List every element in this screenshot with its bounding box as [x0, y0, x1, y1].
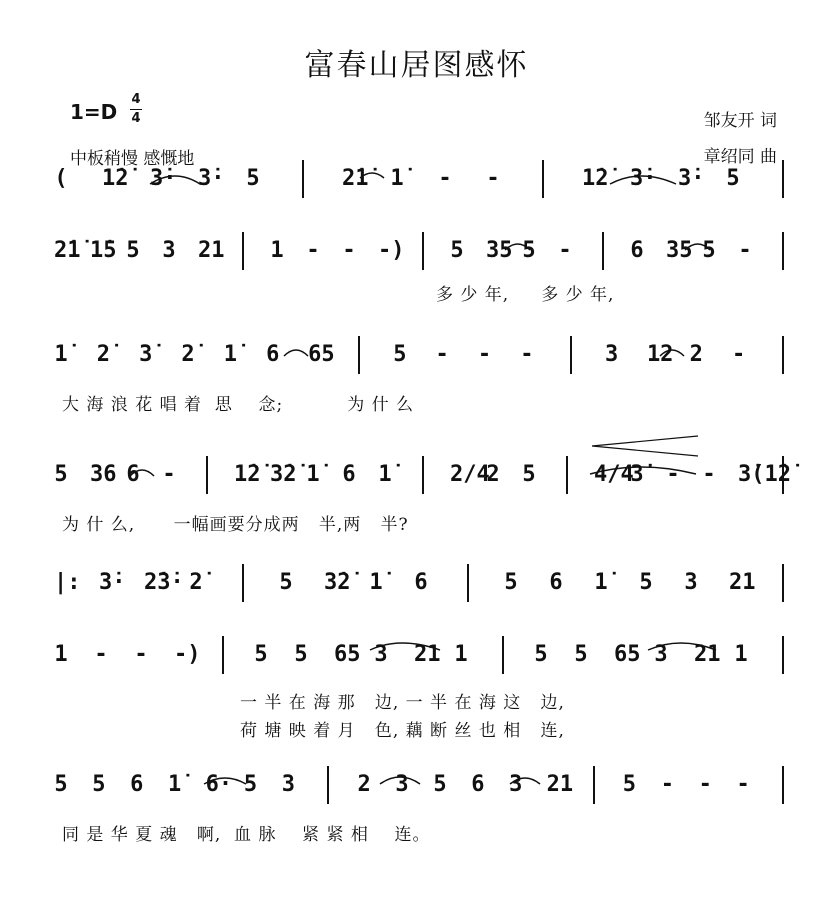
barline: [302, 160, 304, 198]
barline: [782, 160, 784, 198]
note: 6·: [205, 772, 233, 797]
note: 5: [393, 342, 407, 367]
note: -: [94, 642, 108, 667]
note: 3̇·: [630, 166, 657, 191]
note: 12: [646, 342, 674, 367]
note: 1̇2̇: [582, 166, 609, 191]
score-row: [0, 636, 833, 676]
note: 1: [270, 238, 284, 263]
note: 3: [604, 342, 619, 367]
note: 1̇: [390, 166, 404, 191]
note: 3̇·: [99, 570, 126, 595]
note: 6: [471, 772, 485, 797]
note: 35: [486, 238, 513, 263]
time-signature-bottom: 4: [131, 111, 141, 126]
note: 5: [534, 642, 548, 667]
note: 3̇·: [198, 166, 225, 191]
note: 1̇: [306, 462, 320, 487]
note: 65: [614, 642, 641, 667]
barline: [782, 456, 784, 494]
note: 2/4: [450, 462, 490, 487]
time-signature: [130, 92, 142, 127]
note: -: [732, 342, 746, 367]
note: 5: [622, 772, 637, 797]
note: 1̇: [378, 462, 392, 487]
note: 6: [414, 570, 428, 595]
note: 1̇5: [90, 238, 117, 263]
note: -: [486, 166, 500, 191]
note: -: [660, 772, 674, 797]
barline: [467, 564, 469, 602]
note: -: [162, 462, 176, 487]
note: 1̇2̇: [234, 462, 261, 487]
note: 3: [684, 570, 698, 595]
note: 5: [504, 570, 518, 595]
note: 1̇: [168, 772, 182, 797]
crescendo-hairpin: [592, 436, 698, 456]
barline: [422, 456, 424, 494]
note: 5: [450, 238, 464, 263]
note: 35: [666, 238, 693, 263]
note: 1: [734, 642, 748, 667]
note: 3: [654, 642, 668, 667]
note: 2̇3̇·: [144, 570, 184, 595]
note: 5: [92, 772, 106, 797]
note: 5: [726, 166, 740, 191]
barline: [570, 336, 572, 374]
note: 5: [294, 642, 308, 667]
note: 1̇: [54, 342, 68, 367]
note: 2̇: [181, 342, 195, 367]
note: 21: [729, 570, 756, 595]
note: 5: [522, 462, 536, 487]
score-row: [0, 160, 833, 200]
note: 65: [334, 642, 361, 667]
note: 6: [266, 342, 280, 367]
note: 1̇2̇: [102, 166, 129, 191]
note: 5: [54, 772, 68, 797]
note: 6: [130, 772, 144, 797]
note: 5: [279, 570, 293, 595]
note: 3: [281, 772, 295, 797]
note: 1̇: [594, 570, 608, 595]
score-row: [0, 564, 833, 604]
note: 3̇(1̇2̇: [738, 462, 791, 487]
barline: [602, 232, 604, 270]
note: -: [435, 342, 449, 367]
note: 1: [54, 642, 68, 667]
barline: [422, 232, 424, 270]
note: 3: [509, 772, 523, 797]
note: 5: [639, 570, 653, 595]
key-signature: 1=D: [70, 100, 118, 124]
note: |:: [54, 570, 81, 595]
lyric-line: 多 少 年, 多 少 年,: [436, 285, 615, 305]
barline: [782, 766, 784, 804]
barline: [542, 160, 544, 198]
barline: [782, 336, 784, 374]
note: 5: [574, 642, 588, 667]
note: 2̇1̇: [342, 166, 369, 191]
note: 21: [198, 238, 225, 263]
score-row: [0, 232, 833, 272]
lyric-line: 同 是 华 夏 魂 啊, 血 脉 紧 紧 相 连。: [62, 825, 431, 845]
barline: [242, 564, 244, 602]
lyricist-credit: 邹友开 词: [703, 111, 777, 131]
note: -): [174, 642, 201, 667]
note: -: [558, 238, 572, 263]
note: 1̇: [223, 342, 238, 367]
note: 21: [414, 642, 441, 667]
note: 21: [694, 642, 721, 667]
note: 3̇: [630, 462, 644, 487]
note: 2: [689, 342, 703, 367]
note: 3: [162, 238, 176, 263]
note: 3̇: [139, 342, 153, 367]
note: 5: [433, 772, 447, 797]
note: -: [698, 772, 712, 797]
note: -: [738, 238, 752, 263]
note: 1̇: [369, 570, 383, 595]
barline: [222, 636, 224, 674]
song-title: 富春山居图感怀: [304, 48, 529, 83]
barline: [566, 456, 568, 494]
note: 3̇2̇: [324, 570, 351, 595]
note: 36: [90, 462, 117, 487]
note: 2: [486, 462, 500, 487]
barline: [593, 766, 595, 804]
score-row: [0, 336, 833, 376]
note: 3̇·: [678, 166, 705, 191]
lyric-line: 一 半 在 海 那 边, 一 半 在 海 这 边,: [240, 693, 565, 713]
lyric-line: 为 什 么, 一幅画要分成两 半,两 半?: [62, 515, 409, 535]
note: 1: [454, 642, 468, 667]
note: 2̇: [189, 570, 203, 595]
score-row: [0, 766, 833, 806]
note: 2̇: [96, 342, 110, 367]
note: -: [702, 462, 716, 487]
note: 21: [546, 772, 574, 797]
note: 4/4: [594, 462, 634, 487]
barline: [242, 232, 244, 270]
barline: [782, 636, 784, 674]
note: -: [736, 772, 750, 797]
note: 5: [126, 238, 140, 263]
note: 6: [549, 570, 563, 595]
tempo-marking: 中板稍慢 感慨地: [70, 149, 195, 169]
score-row: [0, 456, 833, 496]
barline: [206, 456, 208, 494]
note: -): [378, 238, 405, 263]
lyric-line: 荷 塘 映 着 月 色, 藕 断 丝 也 相 连,: [240, 721, 565, 741]
note: -: [134, 642, 148, 667]
barline: [327, 766, 329, 804]
barline: [782, 232, 784, 270]
note: -: [342, 238, 356, 263]
note: 2̇1̇: [54, 238, 81, 263]
note: 5: [254, 642, 268, 667]
note: 6: [126, 462, 140, 487]
note: 3̇2̇: [270, 462, 297, 487]
note: 5: [702, 238, 716, 263]
composer-credit: 章绍同 曲: [703, 147, 777, 167]
time-signature-top: 4: [131, 92, 141, 107]
note: (: [54, 166, 68, 191]
note: 6: [630, 238, 644, 263]
note: -: [306, 238, 320, 263]
barline: [782, 564, 784, 602]
note: 3: [374, 642, 388, 667]
note: -: [520, 342, 534, 367]
note: 5: [522, 238, 536, 263]
note: 65: [308, 342, 335, 367]
note: -: [666, 462, 680, 487]
note: 5: [54, 462, 68, 487]
note: 3̇·: [150, 166, 177, 191]
barline: [358, 336, 360, 374]
note: 5: [243, 772, 258, 797]
note: 6: [342, 462, 356, 487]
note: -: [477, 342, 492, 367]
note: 2: [357, 772, 371, 797]
note: 5: [246, 166, 260, 191]
note: -: [438, 166, 452, 191]
barline: [502, 636, 504, 674]
note: 3: [395, 772, 409, 797]
lyric-line: 大 海 浪 花 唱 着 思 念; 为 什 么: [62, 395, 415, 415]
